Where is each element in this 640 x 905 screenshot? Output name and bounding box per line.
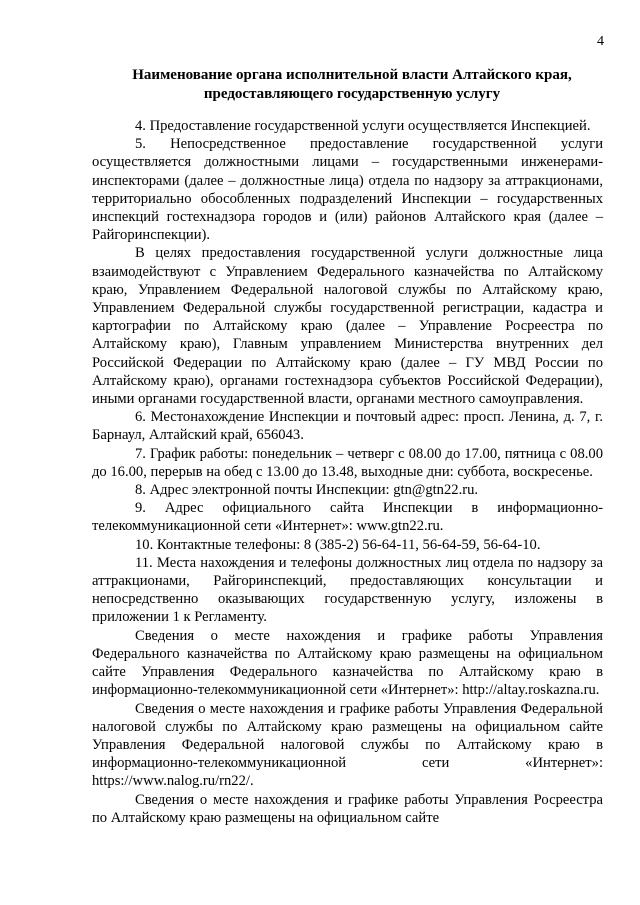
paragraph-tax-info: Сведения о месте нахождения и графике работы Управления Федеральной налоговой службы по Алтайскому краю размещены на официальном сайте Управления Федеральной налоговой службы по Алтайскому краю в информационно-телекоммуникационной сети «Интернет»: https://www.nalog.ru/rn22/. [92, 700, 603, 790]
page-number: 4 [597, 34, 604, 49]
paragraph-interaction: В целях предоставления государственной услуги должностные лица взаимодействуют с Управлением Федерального казначейства по Алтайскому краю, Управлением Федеральной налоговой службы по Алтайскому краю, Управлением Федеральной службы государственной регистрации, кадастра и картографии по Алтайскому краю (далее – Управление Росреестра по Алтайскому краю), Главным управлением Министерства внутренних дел Российской Федерации по Алтайскому краю (далее – ГУ МВД России по Алтайскому краю), органами гостехнадзора субъектов Российской Федерации), иными органами государственной власти, органами местного самоуправления. [92, 245, 603, 408]
paragraph-item-11-locations: 11. Места нахождения и телефоны должностных лиц отдела по надзору за аттракционами, Райгоринспекций, предоставляющих консультации и непосредственно оказывающих государственную услугу, изложены в приложении 1 к Регламенту. [92, 554, 603, 626]
paragraph-item-4: 4. Предоставление государственной услуги осуществляется Инспекцией. [135, 118, 591, 134]
paragraph-item-10-phones: 10. Контактные телефоны: 8 (385-2) 56-64-11, 56-64-59, 56-64-10. [135, 536, 541, 553]
section-title-line-2: предоставляющего государственную услугу [203, 86, 501, 102]
paragraph-rosreestr-info: Сведения о месте нахождения и графике работы Управления Росреестра по Алтайскому краю размещены на официальном сайте [92, 791, 603, 826]
section-title [92, 66, 612, 104]
paragraph-item-6-address: 6. Местонахождение Инспекции и почтовый адрес: просп. Ленина, д. 7, г. Барнаул, Алтайский край, 656043. [92, 409, 603, 444]
paragraph-item-5: 5. Непосредственное предоставление государственной услуги осуществляется должностными лицами – государственными инженерами-инспекторами (далее – должностные лица) отдела по надзору за аттракционами, территориально обособленных подразделений Инспекции – государственных инспекций гостехнадзора городов и (или) районов Алтайского края (далее – Райгоринспекции). [92, 136, 603, 244]
document-body [92, 117, 603, 827]
section-title-line-1: Наименование органа исполнительной власти Алтайского края, [132, 67, 572, 83]
paragraph-item-7-schedule: 7. График работы: понедельник – четверг с 08.00 до 17.00, пятница с 08.00 до 16.00, перерыв на обед с 13.00 до 13.48, выходные дни: суббота, воскресенье. [92, 445, 603, 480]
paragraph-item-9-website: 9. Адрес официального сайта Инспекции в информационно-телекоммуникационной сети «Интернет»: www.gtn22.ru. [92, 500, 603, 535]
paragraph-treasury-info: Сведения о месте нахождения и графике работы Управления Федерального казначейства по Алтайскому краю размещены на официальном сайте Управления Федерального казначейства по Алтайскому краю в информационно-телекоммуникационной сети «Интернет»: http://altay.roskazna.ru. [92, 627, 603, 699]
paragraph-item-8-email: 8. Адрес электронной почты Инспекции: gtn@gtn22.ru. [135, 482, 479, 499]
